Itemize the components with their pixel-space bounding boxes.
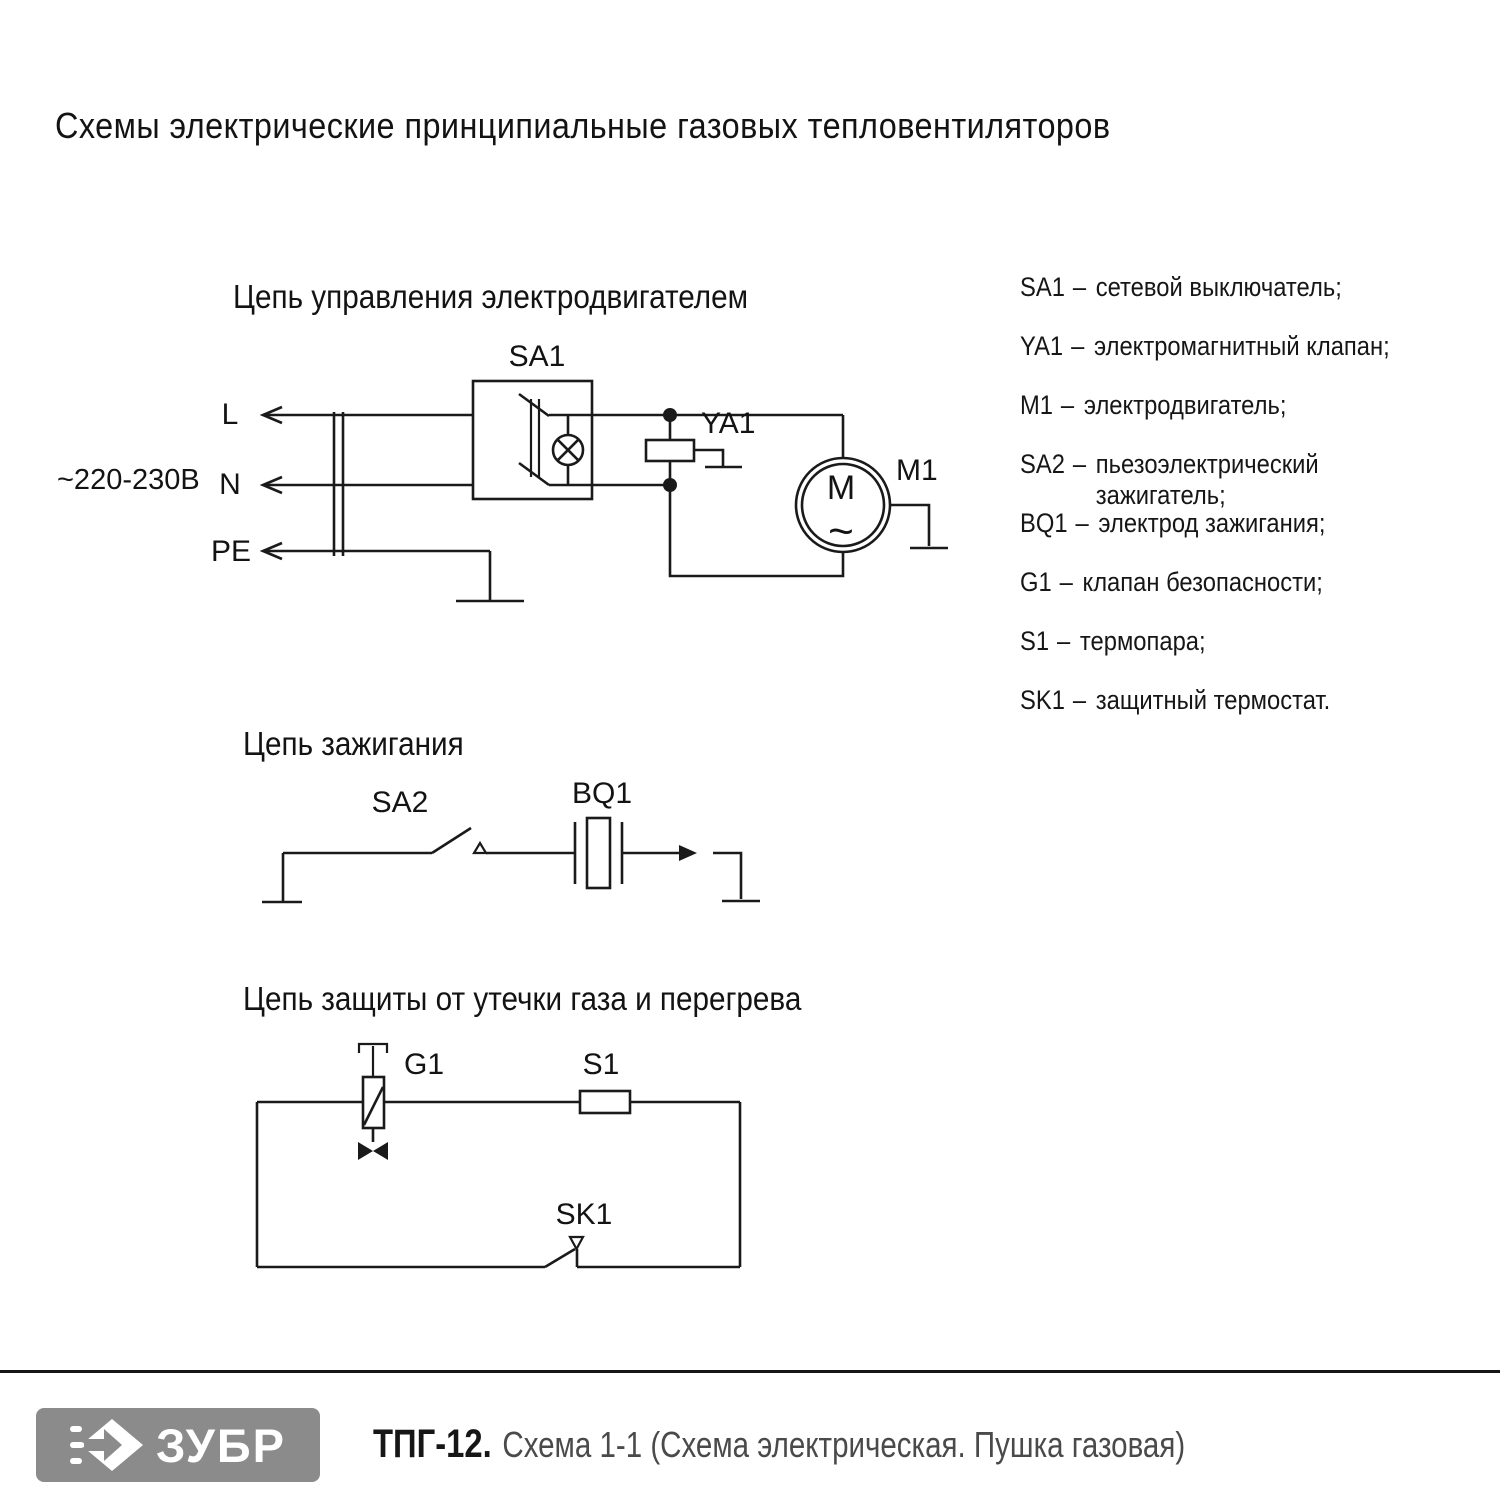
legend-item-text: электродвигатель; [1083, 390, 1287, 420]
ground-icon [890, 505, 948, 548]
ground-icon [262, 853, 302, 902]
terminal-l-label: L [221, 398, 239, 431]
page-title: Схемы электрические принципиальные газовых тепловентиляторов [55, 105, 1111, 146]
terminal-pe-label: PE [210, 535, 252, 568]
terminal-n-label: N [219, 468, 241, 501]
circuit-protection-title: Цепь защиты от утечки газа и перегрева [243, 980, 802, 1017]
motor-control-circuit [57, 340, 948, 601]
motor-m1-label: M1 [896, 454, 938, 487]
brand-emblem-icon [70, 1416, 146, 1474]
thermocouple-s1-label: S1 [582, 1048, 620, 1081]
legend-item-code: SA1 [1020, 272, 1065, 302]
ignition-electrode-bq1 [575, 818, 622, 888]
legend-item-dash: – [1072, 449, 1087, 479]
footer-divider [0, 1370, 1500, 1373]
ground-icon [713, 853, 760, 901]
legend-item-dash: – [1071, 331, 1085, 361]
protection-circuit [257, 1044, 740, 1267]
ignition-circuit [262, 777, 760, 902]
footer-caption: Схема 1-1 (Схема электрическая. Пушка газовая) [502, 1424, 1186, 1465]
legend-item-text: термопара; [1079, 626, 1206, 656]
ground-icon [456, 551, 524, 601]
legend-item-dash: – [1072, 685, 1087, 715]
legend-item-text: защитный термостат. [1095, 685, 1331, 715]
circuit-ignition-title: Цепь зажигания [243, 725, 464, 762]
legend-item-text: сетевой выключатель; [1095, 272, 1342, 302]
thermocouple-s1 [580, 1091, 630, 1113]
legend-item-text: клапан безопасности; [1082, 567, 1323, 597]
legend-item-code: YA1 [1020, 331, 1064, 361]
legend-item-code: M1 [1020, 390, 1054, 420]
voltage-label: ~220-230В [57, 464, 200, 496]
spark-arrow-icon [622, 845, 697, 861]
legend-item-code: BQ1 [1020, 508, 1068, 538]
legend-item-text: пьезоэлектрический зажигатель; [1095, 449, 1319, 510]
legend-item-code: SA2 [1020, 449, 1065, 479]
gas-valve-icon [358, 1128, 388, 1160]
legend-item-dash: – [1056, 626, 1071, 656]
electrode-bq1-label: BQ1 [571, 777, 633, 810]
legend-item-text: электромагнитный клапан; [1093, 331, 1390, 361]
motor-ac-label: ~ [828, 507, 854, 556]
legend-item-dash: – [1075, 508, 1089, 538]
valve-g1-label: G1 [404, 1048, 445, 1081]
thermostat-sk1-switch [545, 1237, 583, 1267]
switch-sa1-label: SA1 [508, 340, 566, 373]
motor-symbol-label: M [826, 469, 856, 507]
brand-name: ЗУБР [155, 1418, 287, 1472]
igniter-sa2-label: SA2 [371, 786, 429, 819]
thermostat-sk1-label: SK1 [555, 1198, 613, 1231]
legend-item-dash: – [1060, 390, 1075, 420]
brand-logo [36, 1408, 320, 1482]
legend-item-code: G1 [1020, 567, 1052, 597]
footer-model: ТПГ-12. [373, 1422, 492, 1466]
safety-valve-g1 [358, 1044, 388, 1160]
legend-item-text: электрод зажигания; [1098, 508, 1326, 538]
legend-item-code: SK1 [1020, 685, 1065, 715]
valve-ya1-label: YA1 [701, 407, 756, 440]
ground-icon [694, 450, 742, 467]
thermocouple-head-icon [359, 1044, 387, 1077]
legend-item-dash: – [1059, 567, 1073, 597]
piezo-igniter-sa2-switch [432, 828, 486, 853]
legend-item-dash: – [1072, 272, 1087, 302]
footer-caption-line [373, 1422, 1185, 1467]
circuit-motor-control-title: Цепь управления электродвигателем [233, 278, 749, 315]
legend-item-code: S1 [1020, 626, 1050, 656]
